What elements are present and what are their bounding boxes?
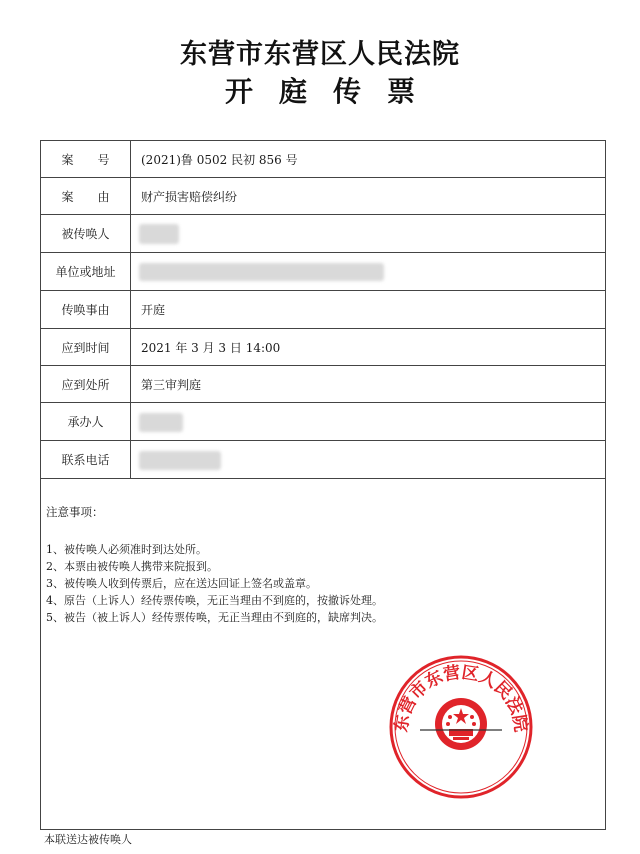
redacted-phone [139, 451, 221, 470]
row-case-cause [41, 178, 605, 215]
document-title: 开庭传票 [224, 75, 441, 108]
national-emblem-icon [435, 698, 487, 750]
notice-heading: 注意事项： [46, 505, 104, 519]
value-case-number: (2021)鲁 0502 民初 856 号 [141, 152, 298, 167]
redacted-name [139, 224, 179, 244]
court-seal [388, 654, 534, 800]
court-name: 东营市东营区人民法院 [180, 39, 460, 70]
row-summons-reason [41, 291, 605, 329]
notice-item: 3、被传唤人收到传票后，应在送达回证上签名或盖章。 [46, 577, 317, 590]
notice-item: 5、被告（被上诉人）经传票传唤，无正当理由不到庭的，缺席判决。 [46, 611, 383, 624]
row-appearance-place [41, 366, 605, 403]
value-appearance-place: 第三审判庭 [141, 377, 202, 392]
label-case-cause: 案 由 [41, 178, 131, 214]
label-appearance-time: 应到时间 [41, 329, 131, 365]
label-address: 单位或地址 [41, 253, 131, 290]
redacted-address [139, 263, 384, 281]
notice-item: 2、本票由被传唤人携带来院报到。 [46, 560, 218, 573]
label-phone: 联系电话 [41, 441, 131, 478]
redacted-handler [139, 413, 183, 432]
row-appearance-time [41, 329, 605, 366]
notice-item: 1、被传唤人必须准时到达处所。 [46, 543, 207, 556]
value-summons-reason: 开庭 [141, 303, 166, 317]
label-handler: 承办人 [41, 403, 131, 440]
label-appearance-place: 应到处所 [41, 366, 131, 402]
row-address [41, 253, 605, 291]
value-case-cause: 财产损害赔偿纠纷 [141, 189, 238, 204]
label-summoned-person: 被传唤人 [41, 215, 131, 252]
footer-note: 本联送达被传唤人 [44, 833, 132, 846]
label-case-number: 案 号 [41, 141, 131, 177]
row-handler [41, 403, 605, 441]
row-phone [41, 441, 605, 479]
notice-item: 4、原告（上诉人）经传票传唤，无正当理由不到庭的，按撤诉处理。 [46, 594, 383, 607]
value-appearance-time: 2021 年 3 月 3 日 14:00 [141, 340, 281, 355]
row-summoned-person [41, 215, 605, 253]
seal-text: 东营市东营区人民法院 [391, 662, 531, 734]
label-summons-reason: 传唤事由 [41, 291, 131, 328]
row-case-number [41, 141, 605, 178]
